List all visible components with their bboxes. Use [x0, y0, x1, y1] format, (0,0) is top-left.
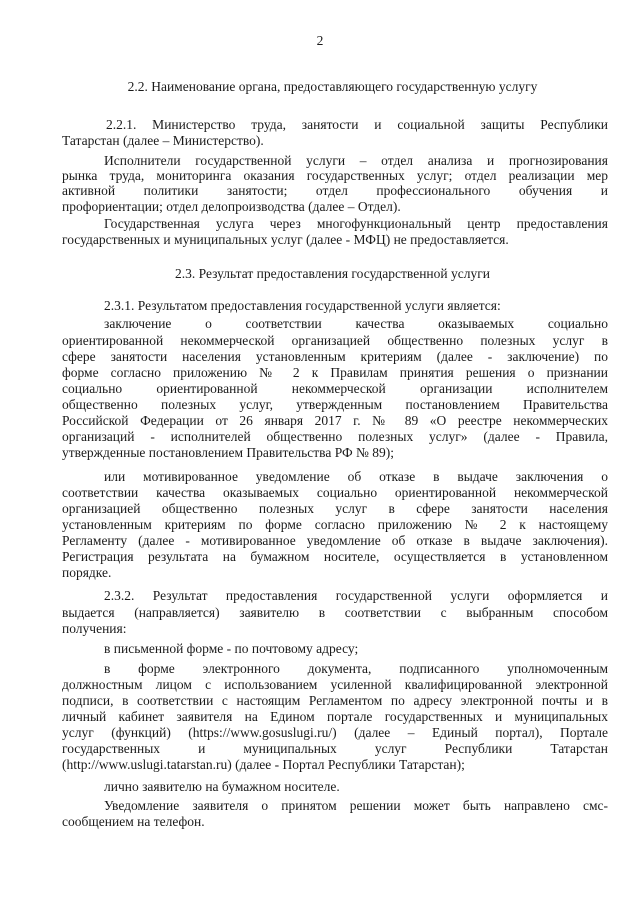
paragraph-line: должностным лицом с использованием усиленной квалифицированной электронной [62, 677, 608, 692]
paragraph-line: 2.3.2. Результат предоставления государственной услуги оформляется и [104, 588, 608, 603]
paragraph-line: организаций - исполнителей общественно полезных услуг» (далее - Правила, [62, 429, 608, 444]
paragraph-line: Российской Федерации от 26 января 2017 г. № 89 «О реестре некоммерческих [62, 413, 608, 428]
paragraph-line: установленным критериям по форме согласно приложению № 2 к настоящему [62, 517, 608, 532]
paragraph-line: организацией общественно полезных услуг в сфере занятости населения [62, 501, 608, 516]
paragraph-line: государственных и муниципальных услуг Республики Татарстан [62, 741, 608, 756]
paragraph-line: в форме электронного документа, подписанного уполномоченным [104, 661, 608, 676]
paragraph-line: (http://www.uslugi.tatarstan.ru) (далее - Портал Республики Татарстан); [62, 757, 465, 772]
paragraph-line: подписи, в соответствии с настоящим Регламентом по адресу электронной почты и в [62, 693, 608, 708]
paragraph-line: Уведомление заявителя о принятом решении может быть направлено смс- [104, 798, 608, 813]
paragraph-line: получения: [62, 621, 127, 636]
paragraph-line: Государственная услуга через многофункциональный центр предоставления [104, 216, 608, 231]
section-heading-2-3: 2.3. Результат предоставления государственной услуги [174, 266, 490, 281]
paragraph-line: активной политики занятости; отдел профессионального обучения и [62, 183, 608, 198]
paragraph-line: ориентированной некоммерческой организацией общественно полезных услуг в [62, 333, 608, 348]
page-number: 2 [316, 33, 324, 48]
paragraph-line: выдается (направляется) заявителю в соответствии с выбранным способом [62, 605, 608, 620]
paragraph-line: Татарстан (далее – Министерство). [62, 133, 264, 148]
paragraph-line: личный кабинет заявителя на Едином портале государственных и муниципальных [62, 709, 608, 724]
paragraph-line: сообщением на телефон. [62, 814, 205, 829]
paragraph-line: Регистрация результата на бумажном носителе, осуществляется в установленном [62, 549, 608, 564]
paragraph-line: соответствии качества оказываемых социально ориентированной некоммерческой [62, 485, 608, 500]
paragraph-line: в письменной форме - по почтовому адресу; [104, 641, 359, 656]
paragraph-line: 2.2.1. Министерство труда, занятости и социальной защиты Республики [106, 117, 608, 132]
paragraph-line: услуг (функций) (https://www.gosuslugi.ru/) (далее – Единый портал), Портале [62, 725, 608, 740]
paragraph-line: Исполнители государственной услуги – отдел анализа и прогнозирования [104, 153, 608, 168]
paragraph-line: профориентации; отдел делопроизводства (далее – Отдел). [62, 199, 401, 214]
paragraph-line: государственных и муниципальных услуг (далее - МФЦ) не предоставляется. [62, 232, 509, 247]
paragraph-line: лично заявителю на бумажном носителе. [104, 779, 340, 794]
paragraph-line: форме согласно приложению № 2 к Правилам принятия решения о признании [62, 365, 608, 380]
paragraph-line: порядке. [62, 565, 112, 580]
paragraph-line: или мотивированное уведомление об отказе в выдаче заключения о [104, 469, 608, 484]
paragraph-line: 2.3.1. Результатом предоставления государственной услуги является: [104, 298, 501, 313]
paragraph-line: Регламенту (далее - мотивированное уведомление об отказе в выдаче заключения). [62, 533, 608, 548]
paragraph-line: сфере занятости населения установленным критериям (далее - заключение) по [62, 349, 608, 364]
paragraph-line: рынка труда, мониторинга оказания государственных услуг; отдел реализации мер [62, 168, 608, 183]
paragraph-line: общественно полезных услуг, утвержденным постановлением Правительства [62, 397, 608, 412]
section-heading-2-2: 2.2. Наименование органа, предоставляющего государственную услугу [127, 79, 538, 94]
paragraph-line: социально ориентированной некоммерческой организации исполнителем [62, 381, 608, 396]
paragraph-line: утвержденные постановлением Правительства РФ № 89); [62, 445, 395, 460]
paragraph-line: заключение о соответствии качества оказываемых социально [104, 316, 608, 331]
